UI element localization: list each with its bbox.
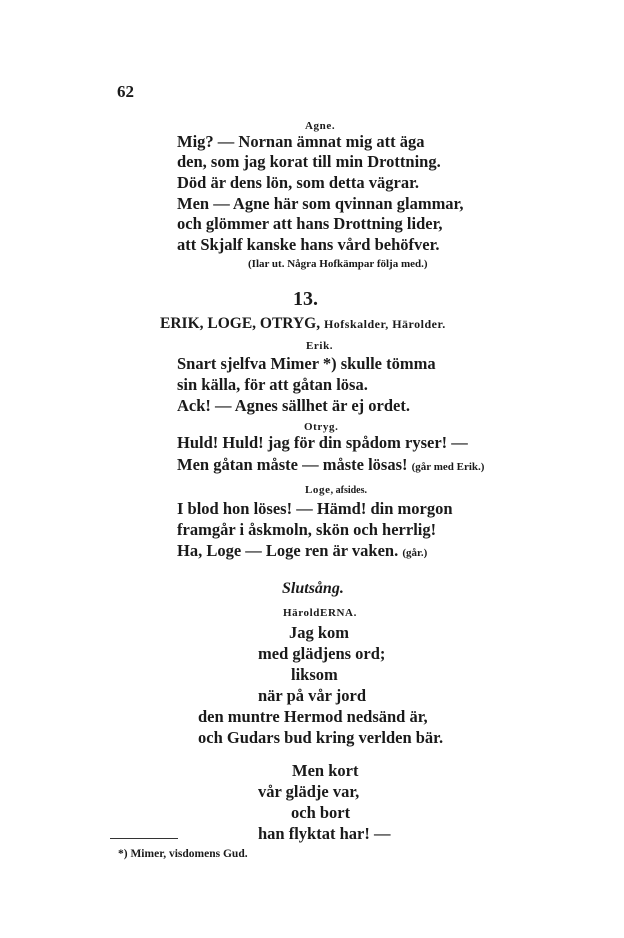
verse-line: framgår i åskmoln, skön och herrlig! (177, 520, 437, 539)
verse-line: Död är dens lön, som detta vägrar. (177, 173, 420, 192)
verse-line: och bort (291, 803, 351, 822)
section-title: Slutsång. (282, 580, 344, 597)
speaker-loge (305, 484, 367, 496)
verse-line: Huld! Huld! jag för din spådom ryser! — (177, 433, 468, 452)
verse-line: Men kort (292, 761, 359, 780)
cast-main: ERIK, LOGE, OTRYG, (160, 315, 324, 332)
speaker-aside: , afsides. (330, 485, 368, 496)
verse-line: Mig? — Nornan ämnat mig att äga (177, 132, 425, 151)
verse-line: vår glädje var, (258, 782, 360, 801)
speaker-name: Loge (305, 484, 331, 496)
verse-line: att Skjalf kanske hans vård behöfver. (177, 235, 440, 254)
footnote: *) Mimer, visdomens Gud. (118, 848, 248, 860)
verse-line: Men — Agne här som qvinnan glammar, (177, 194, 464, 213)
verse-line: och glömmer att hans Drottning lider, (177, 214, 443, 233)
cast-secondary: Hofskalder, Härolder. (323, 317, 446, 331)
speaker-haroldarna: HäroldERNA. (283, 607, 357, 619)
verse-line (177, 541, 427, 563)
verse-line: den, som jag korat till min Drottning. (177, 152, 441, 171)
stage-direction: (går med Erik.) (411, 461, 485, 473)
scene-number: 13. (293, 288, 318, 310)
verse-line: sin källa, för att gåtan lösa. (177, 375, 368, 394)
verse-line: liksom (291, 665, 338, 684)
page-number: 62 (117, 82, 134, 101)
verse-line: Jag kom (289, 623, 350, 642)
verse-line: den muntre Hermod nedsänd är, (198, 707, 428, 726)
verse-line: I blod hon löses! — Hämd! din morgon (177, 499, 453, 518)
verse-line: och Gudars bud kring verlden bär. (198, 728, 444, 747)
speaker-erik: Erik. (306, 340, 334, 352)
cast-list (160, 315, 446, 333)
verse-text: Ha, Loge — Loge ren är vaken. (177, 541, 399, 560)
footnote-rule (110, 838, 178, 839)
speaker-otryg: Otryg. (304, 421, 339, 433)
verse-line: Ack! — Agnes sällhet är ej ordet. (177, 396, 410, 415)
verse-text: Men gåtan måste — måste lösas! (177, 455, 408, 474)
verse-line: med glädjens ord; (258, 644, 386, 663)
speaker-agne: Agne. (305, 120, 336, 132)
verse-line: när på vår jord (258, 686, 367, 705)
verse-line: han flyktat har! — (258, 824, 391, 843)
stage-direction: (går.) (402, 547, 428, 559)
stage-direction: (Ilar ut. Några Hofkämpar följa med.) (248, 258, 428, 270)
verse-line: Snart sjelfva Mimer *) skulle tömma (177, 354, 436, 373)
verse-line (177, 455, 484, 477)
